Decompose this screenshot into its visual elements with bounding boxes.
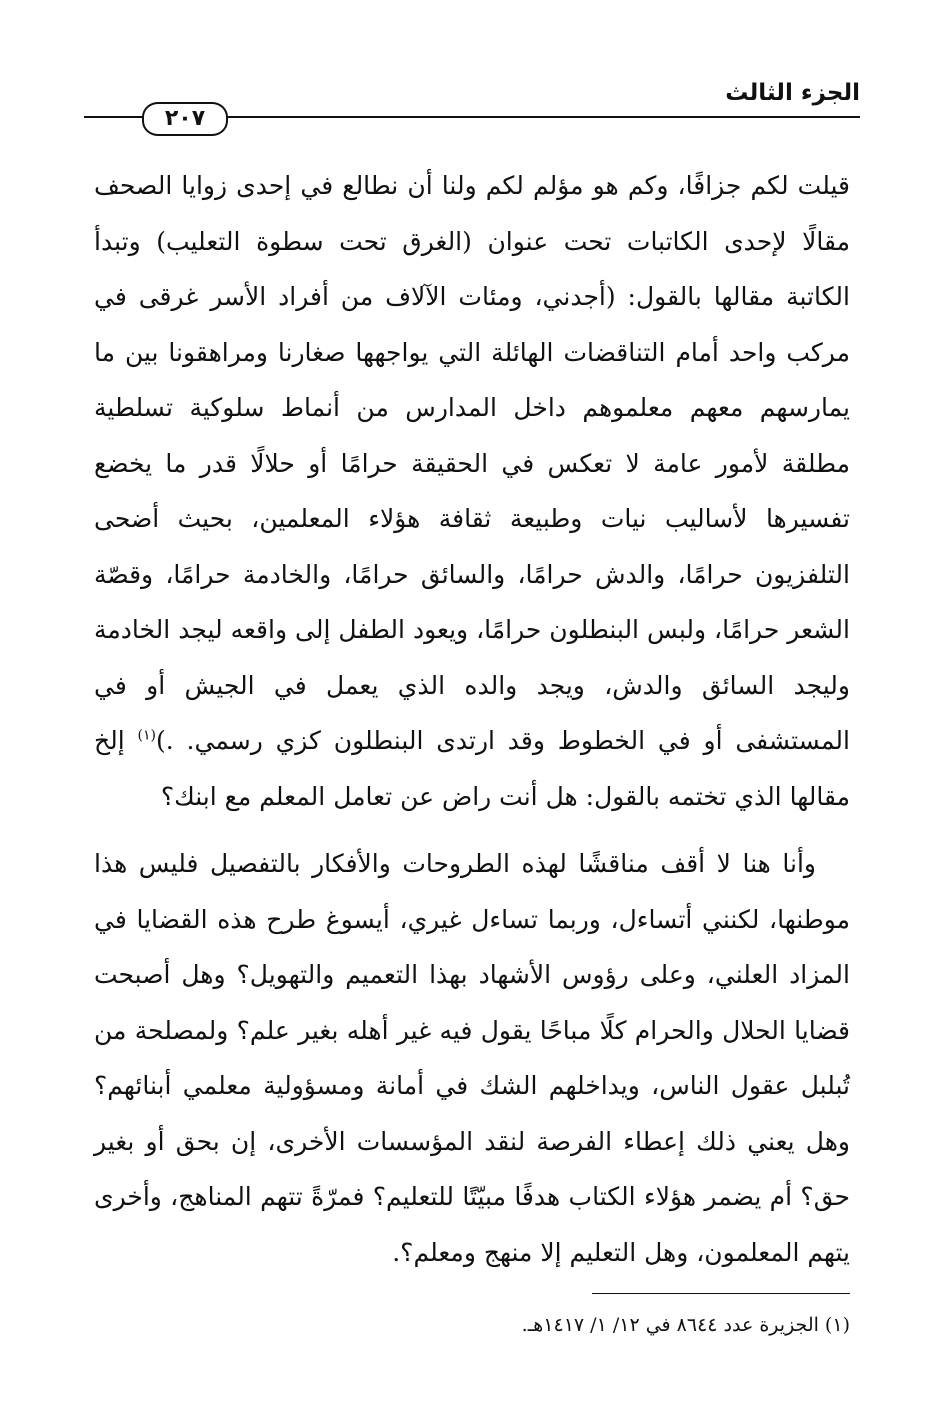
footnote-reference: (١) [137, 727, 157, 744]
footnote-divider [592, 1293, 850, 1294]
footnote: (١) الجزيرة عدد ٨٦٤٤ في ١٢/ ١/ ١٤١٧هـ. [521, 1314, 850, 1336]
paragraph-1-tail: إلخ مقالها الذي تختمه بالقول: هل أنت راض عن تعامل المعلم مع ابنك؟ [94, 726, 850, 811]
paragraph-2: وأنا هنا لا أقف مناقشًا لهذه الطروحات والأفكار بالتفصيل فليس هذا موطنها، لكنني أتساءل، وربما تساءل غيري، أيسوغ طرح هذه القضايا في المزاد العلني، وعلى رؤوس الأشهاد بهذا التعميم والتهويل؟ وهل أصبحت قضايا الحلال والحرام كلًا مباحًا يقول فيه غير أهله بغير علم؟ ولمصلحة من تُبلبل عقول الناس، ويداخلهم الشك في أمانة ومسؤولية معلمي أبنائهم؟ وهل يعني ذلك إعطاء الفرصة لنقد المؤسسات الأخرى، إن بحق أو بغير حق؟ أم يضمر هؤلاء الكتاب هدفًا مبيّتًا للتعليم؟ فمرّةً تتهم المناهج، وأخرى يتهم المعلمون، وهل التعليم إلا منهج ومعلم؟. [94, 849, 850, 1267]
page-number: ٢٠٧ [142, 102, 228, 136]
paragraph-1-main: قيلت لكم جزافًا، وكم هو مؤلم لكم ولنا أن نطالع في إحدى زوايا الصحف مقالًا لإحدى الكاتبات تحت عنوان (الغرق تحت سطوة التعليب) وتبدأ الكاتبة مقالها بالقول: (أجدني، ومئات الآلاف من أفراد الأسر غرقى في مركب واحد أمام التناقضات الهائلة التي يواجهها صغارنا ومراهقونا بين ما يمارسهم معهم معلموهم داخل المدارس من أنماط سلوكية تسلطية مطلقة لأمور عامة لا تعكس في الحقيقة حرامًا أو حلالًا قدر ما يخضع تفسيرها لأساليب نيات وطبيعة ثقافة هؤلاء المعلمين، بحيث أضحى التلفزيون حرامًا، والدش حرامًا، والسائق حرامًا، والخادمة حرامًا، وقصّة الشعر حرامًا، ولبس البنطلون حرامًا، ويعود الطفل إلى واقعه ليجد الخادمة وليجد السائق والدش، ويجد والده الذي يعمل في الجيش أو في المستشفى أو في الخطوط وقد ارتدى البنطلون كزي رسمي. .) [94, 171, 850, 755]
body-text [94, 158, 850, 1280]
paragraph-1 [94, 158, 850, 824]
running-title: الجزء الثالث [725, 80, 860, 106]
page-header [84, 78, 860, 138]
